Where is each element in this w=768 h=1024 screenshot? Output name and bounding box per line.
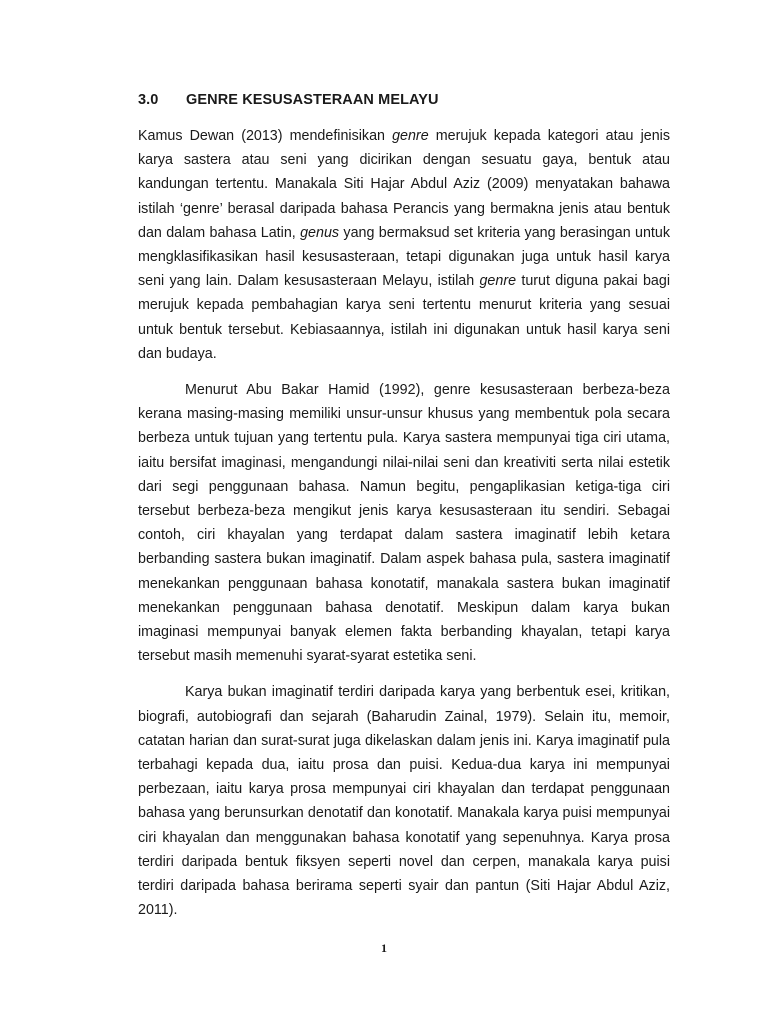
section-heading [138,88,670,112]
paragraph-1 [138,124,670,366]
page-content [138,88,670,935]
section-title: GENRE KESUSASTERAAN MELAYU [186,92,439,108]
italic-term: genre [392,128,429,144]
text-run: Menurut Abu Bakar Hamid (1992), genre kesusasteraan berbeza-beza kerana masing-masing memiliki unsur-unsur khusus yang membentuk pola secara berbeza untuk tujuan yang tertentu pula. Karya sastera mempunyai tiga ciri utama, iaitu bersifat imaginasi, mengandungi nilai-nilai seni dan kreativiti serta nilai estetik dari segi penggunaan bahasa. Namun begitu, pengaplikasian ketiga-tiga ciri tersebut berbeza-beza mengikut jenis karya kesusasteraan itu sendiri. Sebagai contoh, ciri khayalan yang terdapat dalam sastera imaginatif lebih ketara berbanding sastera bukan imaginatif. Dalam aspek bahasa pula, sastera imaginatif menekankan penggunaan bahasa konotatif, manakala sastera bukan imaginatif menekankan penggunaan bahasa denotatif. Meskipun dalam karya bukan imaginasi mempunyai banyak elemen fakta berbanding khayalan, tetapi karya tersebut masih memenuhi syarat-syarat estetika seni. [138,382,670,665]
text-run: Kamus Dewan (2013) mendefinisikan [138,128,393,144]
text-run: merujuk kepada kategori atau jenis karya sastera atau seni yang dicirikan dengan sesuatu gaya, bentuk atau kandungan tertentu. Manakala Siti Hajar Abdul Aziz (2009) menyatakan bahawa istilah ‘genre’ berasal daripada bahasa Perancis yang bermakna jenis atau bentuk dan dalam bahasa Latin, [138,128,670,241]
paragraph-3 [138,680,670,922]
page-number: 1 [381,941,387,955]
text-run: yang bermaksud set kriteria yang berasingan untuk mengklasifikasikan hasil kesusasteraan, tetapi digunakan juga untuk hasil karya seni yang lain. Dalam kesusasteraan Melayu, istilah [138,224,670,290]
text-run: turut diguna pakai bagi merujuk kepada pembahagian karya seni tertentu menurut kriteria yang sesuai untuk bentuk tersebut. Kebiasaannya, istilah ini digunakan untuk hasil karya seni dan budaya. [138,273,670,362]
italic-term: genre [479,273,517,290]
section-number: 3.0 [138,92,159,108]
italic-term: genus [300,224,340,241]
paragraph-2 [138,378,670,668]
text-run: Karya bukan imaginatif terdiri daripada karya yang berbentuk esei, kritikan, biografi, autobiografi dan sejarah (Baharudin Zainal, 1979). Selain itu, memoir, catatan harian dan surat-surat juga dikelaskan dalam jenis ini. Karya imaginatif pula terbahagi kepada dua, iaitu prosa dan puisi. Kedua-dua karya ini mempunyai perbezaan, iaitu karya prosa mempunyai ciri khayalan dan terdapat penggunaan bahasa yang berunsurkan denotatif dan konotatif. Manakala karya puisi mempunyai ciri khayalan dan menggunakan bahasa konotatif yang sepenuhnya. Karya prosa terdiri daripada bentuk fiksyen seperti novel dan cerpen, manakala karya puisi terdiri daripada bahasa berirama seperti syair dan pantun (Siti Hajar Abdul Aziz, 2011). [138,684,670,919]
body-text [138,124,670,923]
